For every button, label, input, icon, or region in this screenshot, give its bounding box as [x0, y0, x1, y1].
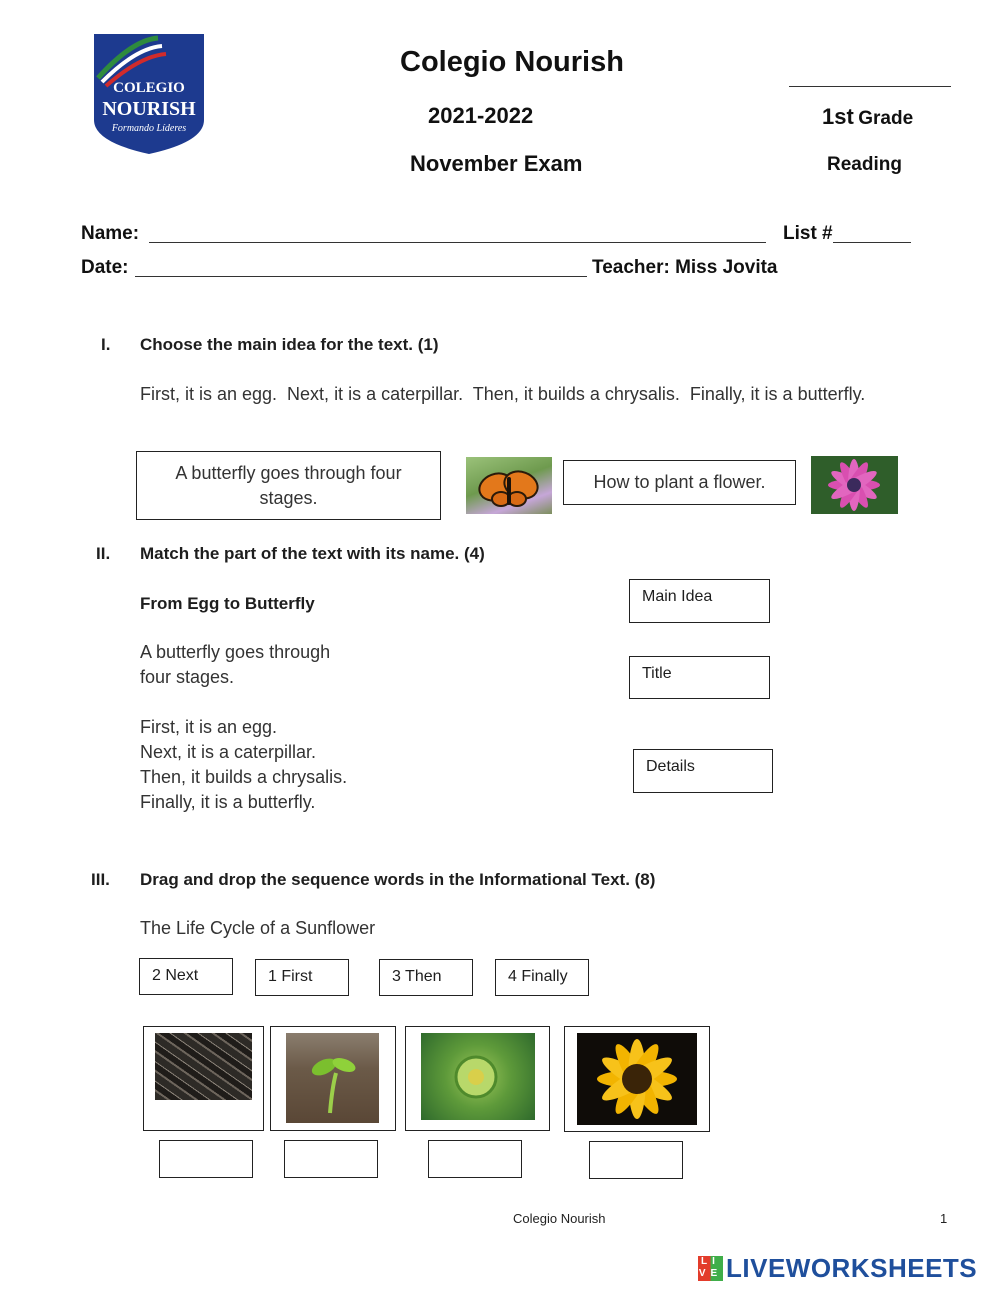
word-next[interactable]: 2 Next [139, 958, 233, 995]
date-label: Date: [81, 257, 129, 278]
section1-passage: First, it is an egg. Next, it is a caterpillar. Then, it builds a chrysalis. Finally, it is a butterfly. [140, 384, 866, 404]
page-number: 1 [940, 1211, 948, 1226]
logo-line2: NOURISH [102, 98, 196, 120]
liveworksheets-icon [698, 1256, 723, 1281]
answer-box[interactable] [159, 1140, 253, 1178]
grade-number: 1st [822, 104, 854, 129]
section2-number: II. [96, 544, 111, 563]
text-main-idea [140, 640, 330, 690]
subject: Reading [827, 154, 902, 175]
word-finally[interactable]: 4 Finally [495, 959, 589, 996]
label-main-idea[interactable]: Main Idea [629, 579, 770, 623]
header-blank-line [789, 86, 951, 87]
sunflower-bloom-photo [577, 1033, 697, 1125]
answer-box[interactable] [589, 1141, 683, 1179]
detail-line: Then, it builds a chrysalis. [140, 767, 348, 787]
grade-word: Grade [858, 108, 914, 129]
exam-name: November Exam [410, 151, 583, 176]
section3-subtitle: The Life Cycle of a Sunflower [140, 918, 376, 938]
list-label: List # [783, 223, 833, 244]
school-logo [92, 32, 206, 156]
card-bloom [564, 1026, 710, 1132]
label-details[interactable]: Details [633, 749, 773, 793]
text-title: From Egg to Butterfly [140, 594, 315, 613]
label-title[interactable]: Title [629, 656, 770, 699]
pink-flower-photo [811, 456, 898, 514]
liveworksheets-logo [698, 1252, 978, 1283]
detail-line: First, it is an egg. [140, 717, 278, 737]
liveworksheets-brand: LIVEWORKSHEETS [726, 1252, 978, 1283]
option-butterfly-stages[interactable] [136, 451, 441, 520]
answer-box[interactable] [284, 1140, 378, 1178]
name-field[interactable] [149, 242, 766, 243]
option-plant-flower-text: How to plant a flower. [593, 472, 766, 492]
section2-instruction: Match the part of the text with its name. (4) [140, 544, 485, 563]
word-then[interactable]: 3 Then [379, 959, 473, 996]
sunflower-bud-photo [421, 1033, 535, 1120]
option-butterfly-stages-text: A butterfly goes through four stages. [175, 462, 402, 508]
word-first[interactable]: 1 First [255, 959, 349, 996]
section3-number: III. [91, 870, 110, 889]
school-year: 2021-2022 [428, 103, 534, 128]
card-bud [405, 1026, 550, 1131]
grade [822, 104, 913, 130]
answer-box[interactable] [428, 1140, 522, 1178]
date-field[interactable] [135, 276, 587, 277]
card-seeds [143, 1026, 264, 1131]
butterfly-photo [466, 457, 552, 514]
detail-line: Next, it is a caterpillar. [140, 742, 317, 762]
list-field[interactable] [833, 242, 911, 243]
section1-number: I. [101, 335, 111, 354]
logo-line1: COLEGIO [113, 80, 185, 96]
footer-school: Colegio Nourish [513, 1211, 606, 1226]
section3-instruction: Drag and drop the sequence words in the Informational Text. (8) [140, 870, 656, 889]
detail-line: Finally, it is a butterfly. [140, 792, 316, 812]
main-idea-line: A butterfly goes through [140, 642, 331, 662]
logo-tagline: Formando Líderes [111, 123, 187, 134]
text-details [140, 715, 347, 815]
teacher: Teacher: Miss Jovita [592, 257, 778, 278]
section1-instruction: Choose the main idea for the text. (1) [140, 335, 439, 354]
main-idea-line: four stages. [140, 667, 235, 687]
sunflower-seeds-photo [155, 1033, 252, 1100]
school-title: Colegio Nourish [400, 46, 624, 78]
name-label: Name: [81, 223, 140, 244]
option-plant-flower[interactable] [563, 460, 796, 505]
brand-icon-letter: LIVE [698, 1255, 723, 1279]
sprout-photo [286, 1033, 379, 1123]
card-sprout [270, 1026, 396, 1131]
